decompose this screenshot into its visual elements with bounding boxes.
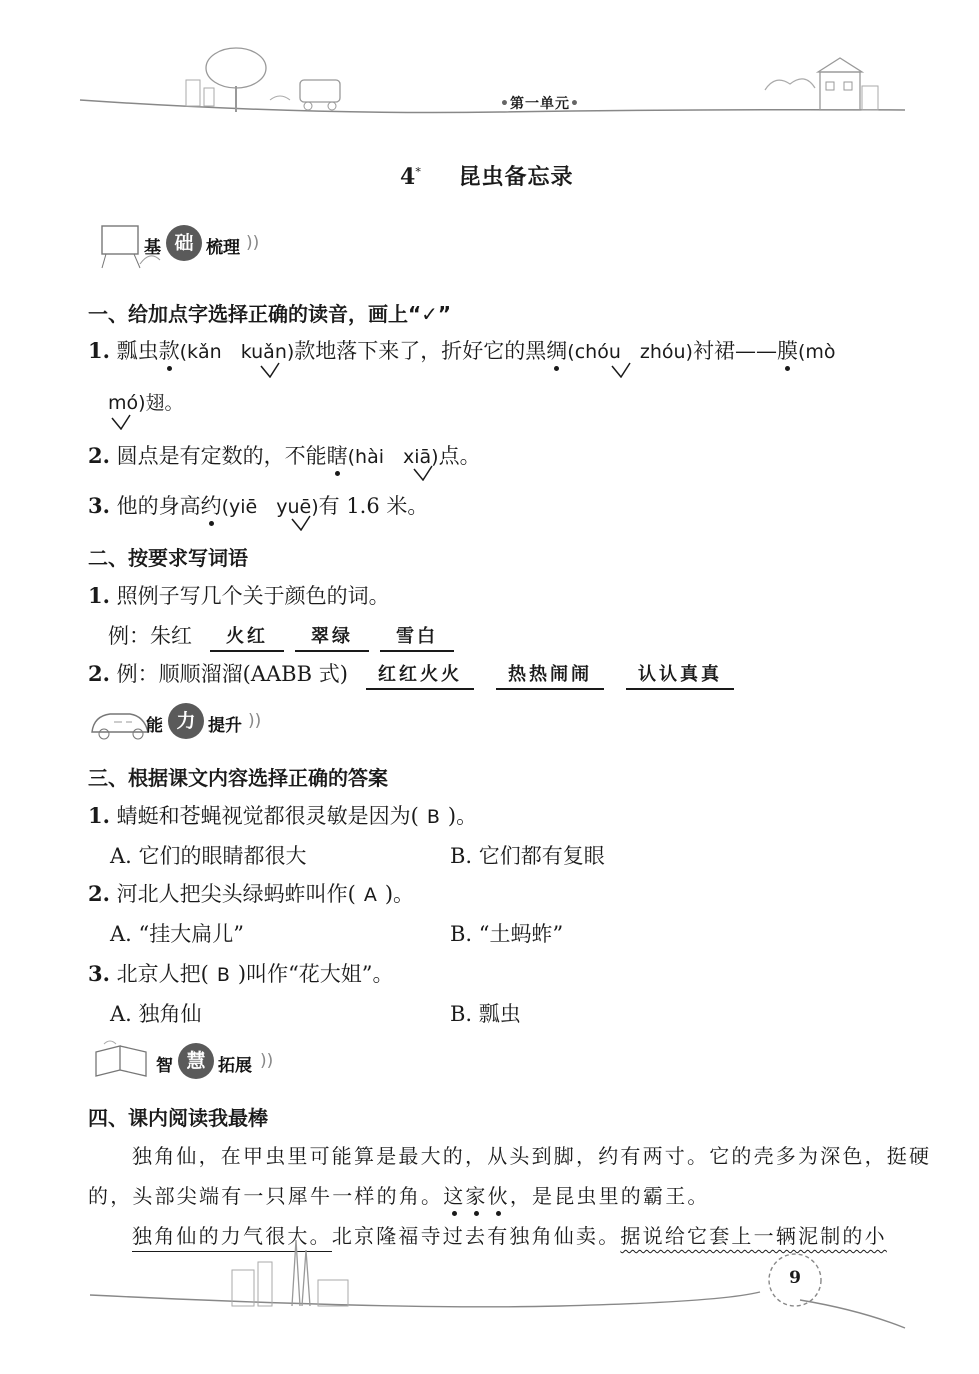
s1-q3-dotted-char: 约 — [200, 494, 222, 518]
check-mark-icon — [111, 414, 131, 430]
page-number: 9 — [789, 1268, 801, 1288]
s3-q3 — [88, 958, 394, 988]
badge-ability-circle: 力 — [168, 703, 204, 739]
s2-q1-answer-1: 火红 — [210, 622, 284, 652]
badge-basic — [96, 228, 296, 264]
check-mark-icon — [413, 465, 433, 481]
s4-dotted-char: 这 — [443, 1184, 466, 1208]
s3-q2-answer: A — [363, 884, 377, 906]
badge-ability-arcs: )) — [248, 711, 262, 731]
s3-q2-text-pre: 河北人把尖头绿蚂蚱叫作( — [116, 882, 356, 906]
s2-q1-example: 例：朱红 — [108, 624, 192, 648]
s3-q1-text-pre: 蜻蜓和苍蝇视觉都很灵敏是因为( — [116, 804, 419, 828]
badge-basic-circle: 础 — [166, 225, 202, 261]
badge-wisdom-circle: 慧 — [178, 1043, 214, 1079]
s1-q3-text-a: 他的身高 — [116, 494, 201, 518]
s4-para1-text-a: 的，头部尖端有一只犀牛一样的角。 — [88, 1184, 444, 1208]
s1-q1-dotted-char-2: 绸 — [546, 339, 568, 363]
s1-q1-line1 — [88, 335, 836, 365]
s2-q1-num: 1. — [88, 583, 110, 608]
s3-q1 — [88, 800, 477, 830]
s4-dotted-char: 伙 — [487, 1184, 510, 1208]
s3-q1-text-post: )。 — [447, 804, 478, 828]
s1-q1-text-c: 衬裙—— — [692, 339, 777, 363]
s3-q3-option-a: A. 独角仙 — [110, 1002, 202, 1026]
s1-q1-dotted-char-1: 款 — [158, 339, 180, 363]
s1-q1-dotted-char-3: 膜 — [776, 339, 798, 363]
s3-q2-option-b: B. “土蚂蚱” — [450, 922, 564, 946]
s2-q1 — [88, 580, 390, 610]
s1-q3-num: 3. — [88, 493, 110, 518]
badge-wisdom-pre: 智 — [156, 1056, 173, 1076]
s2-q2-answer-3: 认认真真 — [626, 660, 734, 690]
lesson-title-text: 昆虫备忘录 — [458, 164, 574, 190]
section3-heading: 三、根据课文内容选择正确的答案 — [88, 766, 388, 790]
s1-q2-text-b: 点。 — [438, 444, 481, 468]
s4-para1-text-b: ，是昆虫里的霸王。 — [509, 1184, 710, 1208]
s1-q1-pinyin-3-cont: mó)翅。 — [108, 392, 184, 414]
s2-q1-answer-3: 雪白 — [380, 622, 454, 652]
badge-ability — [88, 706, 288, 742]
badge-basic-post: 梳理 — [206, 238, 240, 258]
s4-para1-line2 — [88, 1180, 710, 1209]
section4-heading: 四、课内阅读我最棒 — [88, 1106, 268, 1130]
s3-q2-num: 2. — [88, 881, 110, 906]
check-mark-icon — [260, 362, 280, 378]
s4-underlined-sentence: 独角仙的力气很大。 — [132, 1224, 332, 1252]
s2-q1-answer-2: 翠绿 — [295, 622, 369, 652]
badge-basic-pre: 基 — [144, 238, 161, 258]
s3-q2-text-post: )。 — [384, 882, 415, 906]
s1-q1-line2 — [108, 388, 184, 415]
s1-q1-pinyin-3: (mò — [797, 341, 836, 363]
s1-q2-text-a: 圆点是有定数的，不能 — [116, 444, 327, 468]
footer-decoration — [0, 1240, 979, 1374]
s3-q1-option-b: B. 它们都有复眼 — [450, 844, 605, 868]
section1-heading: 一、给加点字选择正确的读音，画上“✓” — [88, 302, 452, 326]
s2-q2-answer-2: 热热闹闹 — [496, 660, 604, 690]
s1-q1-text-b: 款地落下来了，折好它的黑 — [294, 339, 547, 363]
s1-q1-pinyin-1: (kǎn kuǎn) — [179, 341, 295, 363]
s1-q1-pinyin-2: (chóu zhóu) — [567, 341, 693, 363]
s3-q1-num: 1. — [88, 803, 110, 828]
book-icon — [90, 1036, 162, 1086]
s4-dotted-text — [443, 1184, 510, 1208]
badge-wisdom-arcs: )) — [260, 1051, 274, 1071]
s3-q3-text-post: )叫作“花大姐”。 — [237, 962, 394, 986]
unit-label: •第一单元• — [500, 96, 580, 112]
s3-q2-option-a: A. “挂大扁儿” — [110, 922, 244, 946]
s1-q3-text-b: 有 1.6 米。 — [318, 494, 429, 518]
lesson-number: 4 — [400, 164, 416, 190]
badge-wisdom — [90, 1046, 300, 1082]
s1-q3-pinyin: (yiē yuē) — [221, 496, 319, 518]
s1-q2-pinyin: (hài xiā) — [347, 446, 439, 468]
s4-dotted-char: 家 — [465, 1184, 488, 1208]
s3-q3-option-b: B. 瓢虫 — [450, 1002, 521, 1026]
s1-q1-num: 1. — [88, 338, 110, 363]
s2-q2-text: 例：顺顺溜溜(AABB 式) — [116, 662, 348, 686]
s2-q1-text: 照例子写几个关于颜色的词。 — [116, 584, 390, 608]
s1-q2-num: 2. — [88, 443, 110, 468]
s3-q1-option-a: A. 它们的眼睛都很大 — [110, 844, 307, 868]
section2-heading: 二、按要求写词语 — [88, 546, 248, 570]
s4-dotted-phrase — [443, 1184, 510, 1208]
lesson-star: * — [415, 165, 421, 179]
s4-para2-text: 北京隆福寺过去有独角仙卖。 — [331, 1224, 621, 1248]
badge-ability-post: 提升 — [208, 716, 242, 736]
badge-wisdom-post: 拓展 — [218, 1056, 252, 1076]
s2-q2-num: 2. — [88, 661, 110, 686]
s4-wavy-underlined-sentence: 据说给它套上一辆泥制的小 — [620, 1224, 887, 1248]
header-decoration — [0, 0, 979, 140]
s3-q3-num: 3. — [88, 961, 110, 986]
s3-q2 — [88, 878, 414, 908]
check-mark-icon — [291, 515, 311, 531]
s1-q1-text-a: 瓢虫 — [116, 339, 159, 363]
badge-basic-arcs: )) — [246, 233, 260, 253]
s2-q2 — [88, 658, 348, 688]
s1-q3 — [88, 490, 428, 520]
s3-q3-text-pre: 北京人把( — [116, 962, 209, 986]
s1-q2-dotted-char: 瞎 — [326, 444, 348, 468]
lesson-title — [400, 160, 574, 191]
s3-q1-answer: B — [426, 806, 440, 828]
badge-ability-pre: 能 — [146, 716, 163, 736]
check-mark-icon — [611, 362, 631, 378]
s2-q2-answer-1: 红红火火 — [366, 660, 474, 690]
s4-para1-line1: 独角仙，在甲虫里可能算是最大的，从头到脚，约有两寸。它的壳多为深色，挺硬 — [132, 1144, 932, 1168]
s3-q3-answer: B — [216, 964, 230, 986]
